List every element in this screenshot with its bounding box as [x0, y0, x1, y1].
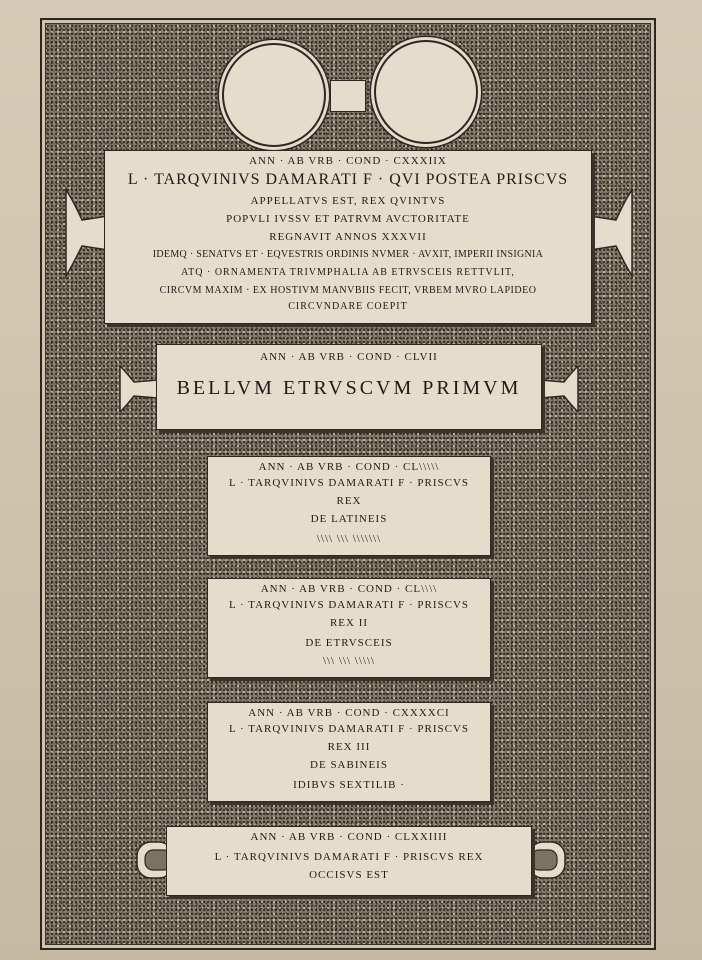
tablet-1-line-6: IDEMQ · SENATVS ET · EQVESTRIS ORDINIS NVMER · AVXIT, IMPERII INSIGNIA [152, 249, 544, 260]
tablet-2-line-2: BELLVM ETRVSCVM PRIMVM [176, 377, 522, 399]
medallion-clasp [330, 80, 366, 112]
tablet-2-left-handle [118, 366, 158, 412]
tablet-1-line-4: POPVLI IVSSV ET PATRVM AVCTORITATE [226, 213, 470, 225]
tablet-3-line-3: REX [336, 495, 362, 507]
tablet-3-line-2: L · TARQVINIVS DAMARATI F · PRISCVS [228, 477, 470, 489]
tablet-1-right-handle [590, 188, 636, 278]
tablet-5-line-1: ANN · AB VRB · COND · CXXXXCI [248, 707, 450, 719]
tablet-1-line-9: CIRCVNDARE COEPIT [288, 301, 408, 312]
tablet-2-line-1: ANN · AB VRB · COND · CLVII [260, 351, 438, 363]
tablet-1-line-2: L · TARQVINIVS DAMARATI F · QVI POSTEA PRISCVS [127, 171, 569, 188]
tablet-3-line-5: \\\\ \\\ \\\\\\\ [316, 533, 382, 545]
tablet-6-line-3: OCCISVS EST [309, 869, 389, 881]
tablet-1-line-3: APPELLATVS EST, REX QVINTVS [250, 195, 446, 207]
tablet-1 [104, 150, 592, 324]
tablet-1-line-5: REGNAVIT ANNOS XXXVII [269, 231, 427, 243]
right-medallion [374, 40, 478, 144]
tablet-6-right-ring [528, 838, 568, 882]
tablet-1-line-1: ANN · AB VRB · COND · CXXXIIX [249, 155, 447, 167]
tablet-4-line-4: DE ETRVSCEIS [305, 637, 393, 649]
left-medallion [222, 43, 326, 147]
tablet-4-line-2: L · TARQVINIVS DAMARATI F · PRISCVS [228, 599, 470, 611]
tablet-3-line-1: ANN · AB VRB · COND · CL\\\\\ [258, 461, 440, 473]
tablet-4 [207, 578, 491, 678]
tablet-5 [207, 702, 491, 802]
tablet-5-line-3: REX III [327, 741, 371, 753]
tablet-4-line-3: REX II [329, 617, 369, 629]
tablet-5-line-4: DE SABINEIS [310, 759, 388, 771]
tablet-3 [207, 456, 491, 556]
tablet-1-line-8: CIRCVM MAXIM · EX HOSTIVM MANVBIIS FECIT, VRBEM MVRO LAPIDEO [159, 285, 537, 296]
tablet-4-line-5: \\\ \\\ \\\\\ [322, 655, 376, 667]
tablet-1-left-handle [62, 188, 108, 278]
tablet-5-line-5: IDIBVS SEXTILIB · [293, 779, 405, 791]
tablet-5-line-2: L · TARQVINIVS DAMARATI F · PRISCVS [228, 723, 470, 735]
tablet-1-line-7: ATQ · ORNAMENTA TRIVMPHALIA AB ETRVSCEIS RETTVLIT, [181, 267, 515, 278]
tablet-2-right-handle [540, 366, 580, 412]
tablet-3-line-4: DE LATINEIS [310, 513, 388, 525]
tablet-6-line-1: ANN · AB VRB · COND · CLXXIIII [250, 831, 448, 843]
tablet-2 [156, 344, 542, 430]
tablet-6-line-2: L · TARQVINIVS DAMARATI F · PRISCVS REX [214, 851, 484, 863]
tablet-6 [166, 826, 532, 896]
tablet-4-line-1: ANN · AB VRB · COND · CL\\\\ [260, 583, 438, 595]
